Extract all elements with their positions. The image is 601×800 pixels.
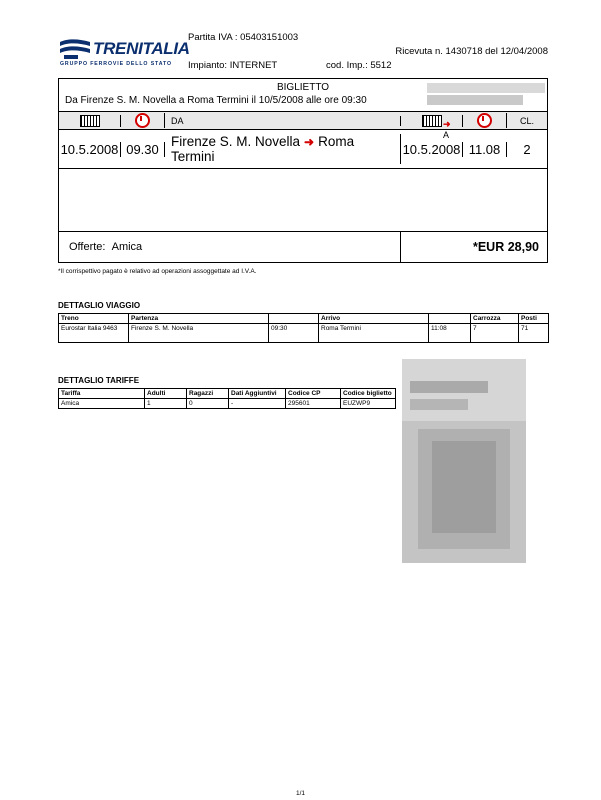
viaggio-treno: Eurostar Italia 9463 — [59, 324, 129, 343]
ticket-box — [58, 78, 548, 263]
tariffe-codice-biglietto: EUZWP9 — [341, 399, 396, 409]
page-number: 1/1 — [295, 790, 306, 797]
arr-date-value: 10.5.2008 — [401, 142, 463, 157]
viaggio-carrozza: 7 — [471, 324, 519, 343]
tariffe-tariffa: Amica — [59, 399, 145, 409]
offer-value: Amica — [111, 241, 143, 253]
viaggio-col-treno: Treno — [59, 314, 129, 324]
redacted-band-5 — [432, 441, 496, 533]
route-value — [165, 134, 401, 164]
tariffe-col-ragazzi: Ragazzi — [187, 389, 229, 399]
dep-time-value: 09.30 — [121, 142, 165, 157]
dep-date-value: 10.5.2008 — [59, 142, 121, 157]
viaggio-col-arrivo-ora — [429, 314, 471, 324]
tariffe-col-tariffa: Tariffa — [59, 389, 145, 399]
tariffe-dati-aggiuntivi: - — [229, 399, 286, 409]
viaggio-col-carrozza: Carrozza — [471, 314, 519, 324]
viaggio-table — [58, 313, 549, 343]
ticket-title: BIGLIETTO — [276, 82, 330, 93]
vat-number: Partita IVA : 05403151003 — [188, 32, 299, 43]
tariffe-data-row — [59, 399, 396, 409]
clock-icon — [135, 113, 150, 128]
header-dep-time-icon-cell — [121, 113, 165, 128]
header-a-label: ➜ A — [443, 118, 451, 140]
redacted-photo-area — [402, 359, 526, 563]
trenitalia-logo — [58, 38, 208, 67]
tariffe-col-codice-biglietto: Codice biglietto — [341, 389, 396, 399]
tariffe-codice-cp: 295601 — [286, 399, 341, 409]
tariffe-header-row — [59, 389, 396, 399]
class-value: 2 — [523, 141, 531, 157]
ticket-route-text: Da Firenze S. M. Novella a Roma Termini il 10/5/2008 alle ore 09:30 — [65, 95, 367, 106]
impianto-label: Impianto: INTERNET — [188, 60, 278, 71]
viaggio-header-row — [59, 314, 549, 324]
viaggio-arrivo: Roma Termini — [319, 324, 429, 343]
viaggio-partenza-ora: 09:30 — [269, 324, 319, 343]
arrow-right-icon-row: ➜ — [304, 135, 315, 149]
viaggio-col-posti: Posti — [519, 314, 549, 324]
ticket-offer-row — [59, 232, 547, 262]
cod-imp-label: cod. Imp.: 5512 — [326, 60, 392, 71]
tariffe-ragazzi: 0 — [187, 399, 229, 409]
header-arr-time-icon-cell — [463, 113, 507, 128]
logo-subtitle: GRUPPO FERROVIE DELLO STATO — [60, 61, 172, 67]
price-value: *EUR 28,90 — [472, 240, 539, 254]
ticket-table-header — [59, 111, 547, 140]
viaggio-col-arrivo: Arrivo — [319, 314, 429, 324]
ticket-table-row — [59, 130, 547, 169]
tariffe-title: DETTAGLIO TARIFFE — [58, 376, 140, 385]
redacted-band-1 — [410, 381, 488, 393]
viaggio-arrivo-ora: 11:08 — [429, 324, 471, 343]
header-dep-date-icon-cell — [59, 115, 121, 127]
header-da-label: DA — [171, 115, 184, 126]
header-class-cell: CL. — [519, 115, 534, 126]
viaggio-col-partenza-ora — [269, 314, 319, 324]
redacted-block-2 — [427, 95, 523, 105]
ticket-icon-2 — [422, 115, 442, 127]
ticket-icon — [80, 115, 100, 127]
offer-label: Offerte: — [69, 241, 106, 253]
clock-icon-2 — [477, 113, 492, 128]
tariffe-col-adulti: Adulti — [145, 389, 187, 399]
ticket-route-line — [59, 95, 547, 111]
header-arr-date-icon-cell — [401, 115, 463, 127]
offer-cell — [59, 232, 401, 262]
viaggio-partenza: Firenze S. M. Novella — [129, 324, 269, 343]
redacted-block-1 — [427, 83, 545, 93]
ticket-blank-area — [59, 169, 547, 232]
redacted-band-2 — [410, 399, 468, 410]
viaggio-posti: 71 — [519, 324, 549, 343]
header-from-to-cell — [165, 115, 451, 140]
viaggio-col-partenza: Partenza — [129, 314, 269, 324]
viaggio-data-row — [59, 324, 549, 343]
trenitalia-logo-icon — [58, 38, 92, 60]
arrow-right-icon: ➜ — [443, 118, 451, 129]
receipt-number: Ricevuta n. 1430718 del 12/04/2008 — [395, 46, 548, 57]
tariffe-table — [58, 388, 396, 409]
tariffe-adulti: 1 — [145, 399, 187, 409]
viaggio-title: DETTAGLIO VIAGGIO — [58, 301, 141, 310]
logo-wordmark: TRENITALIA — [93, 39, 190, 58]
document-header — [58, 32, 548, 84]
tariffe-col-dati-aggiuntivi: Dati Aggiuntivi — [229, 389, 286, 399]
ticket-footnote: *Il corrispettivo pagato è relativo ad operazioni assoggettate ad I.V.A. — [58, 268, 257, 275]
arr-time-value: 11.08 — [463, 142, 507, 157]
tariffe-col-codice-cp: Codice CP — [286, 389, 341, 399]
from-station-value: Firenze S. M. Novella — [171, 134, 301, 149]
to-station-value: Roma Termini — [171, 134, 355, 164]
